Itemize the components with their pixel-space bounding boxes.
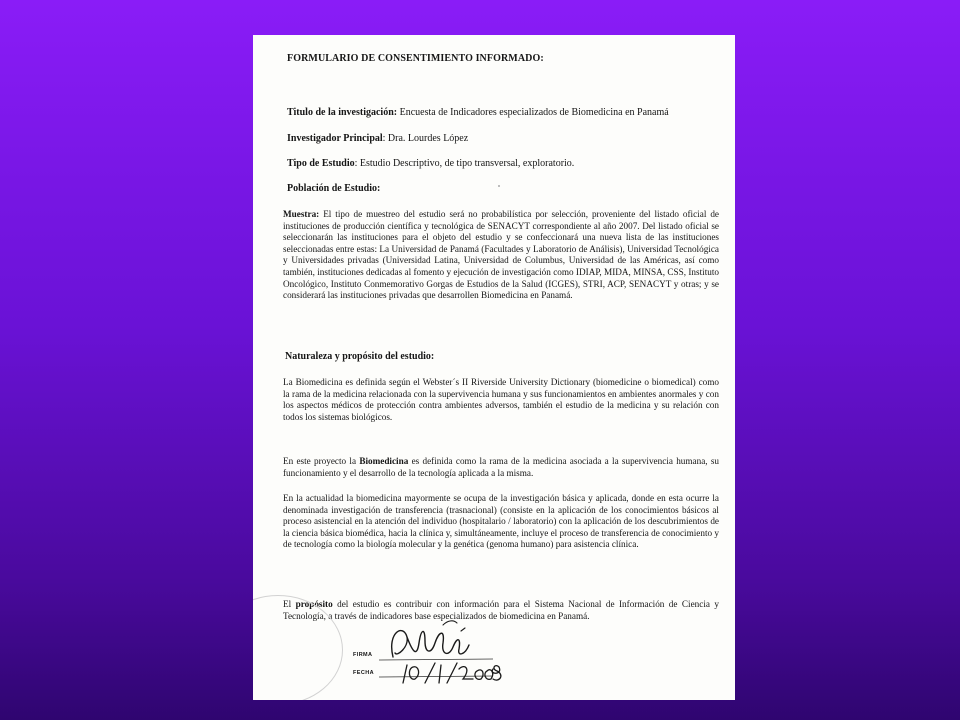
field-tipo-estudio — [287, 158, 574, 169]
paragraph-proyecto — [283, 456, 719, 479]
muestra-paragraph — [283, 209, 719, 302]
field-investigador-value: : Dra. Lourdes López — [382, 133, 469, 144]
field-titulo — [287, 107, 669, 118]
handwritten-signature — [373, 613, 603, 693]
field-tipo-label: Tipo de Estudio — [287, 158, 355, 169]
document-title: FORMULARIO DE CONSENTIMIENTO INFORMADO: — [287, 53, 544, 64]
paragraph-actualidad: En la actualidad la biomedicina mayormente se ocupa de la investigación básica y aplicada, donde en esta ocurre la denominada investigación de transferencia (trasnacional) (consiste en la aplicación de los conocimientos básicos al proceso asistencial en la atención del individuo (hospitalario / laboratorio) con la aplicación de los descubrimientos de la ciencia básica biomédica, hacia la clínica y, simultáneamente, incluye el proceso de transferencia de conocimiento y de tecnología como la biología molecular y la genética (genoma humano) para asistencia clínica. — [283, 493, 719, 550]
field-investigador — [287, 133, 468, 144]
paragraph-proyecto-bold: Biomedicina — [359, 456, 409, 466]
naturaleza-heading: Naturaleza y propósito del estudio: — [285, 351, 435, 362]
field-tipo-value: : Estudio Descriptivo, de tipo transversal, exploratorio. — [354, 158, 575, 169]
muestra-label: Muestra: — [283, 209, 320, 219]
muestra-text: El tipo de muestreo del estudio será no probabilística por selección, proveniente del listado oficial de instituciones de producción científica y tecnológica de SENACYT correspondiente al año 2007. Del listado oficial se seleccionarán las instituciones para el objeto del estudio y se confeccionará una nueva lista de las instituciones seleccionadas entre estas: La Universidad de Panamá (Facultades y Laboratorio de Análisis), Universidad Tecnológica y Universidades privadas (Universidad Latina, Universidad de Columbus, Universidad de las Américas, así como también, instituciones dedicadas al fomento y ejecución de investigación como IDIAP, MIDA, MINSA, CSS, Instituto Oncológico, Instituto Conmemorativo Gorgas de Estudios de la Salud (ICGES), STRI, ACP, SENACYT y otras; y se considerará las instituciones privadas que desarrollen Biomedicina en Panamá. — [283, 209, 719, 301]
field-titulo-value: Encuesta de Indicadores especializados de Biomedicina en Panamá — [397, 107, 669, 118]
fecha-label: FECHA — [353, 670, 374, 676]
field-titulo-label: Titulo de la investigación: — [287, 107, 398, 118]
firma-label: FIRMA — [353, 652, 373, 658]
paragraph-proposito-before: El — [283, 599, 296, 609]
consent-form-document — [253, 35, 735, 700]
field-poblacion — [287, 183, 380, 194]
paragraph-definicion: La Biomedicina es definida según el Webster´s II Riverside University Dictionary (biomedicine o biomedical) como la rama de la medicina relacionada con la supervivencia humana y sus funcionamientos en ambientes anormales y con los aspectos médicos de protección contra ambientes adversos, también el estudio de la medicina y su relación con todos los sistemas biológicos. — [283, 377, 719, 422]
field-poblacion-label: Población de Estudio: — [287, 183, 381, 194]
paragraph-proposito-after: del estudio es contribuir con información para el Sistema Nacional de Información de Ciencia y Tecnología, a través de indicadores base especializados de biomedicina en Panamá. — [283, 599, 719, 621]
paragraph-proposito-bold: propósito — [295, 599, 333, 609]
field-investigador-label: Investigador Principal — [287, 133, 383, 144]
paragraph-proyecto-before: En este proyecto la — [283, 456, 360, 466]
scan-speck — [498, 185, 500, 187]
paragraph-proyecto-after: es definida como la rama de la medicina asociada a la supervivencia humana, su funcionamiento y el desarrollo de la tecnología aplicada a la misma. — [283, 456, 719, 478]
